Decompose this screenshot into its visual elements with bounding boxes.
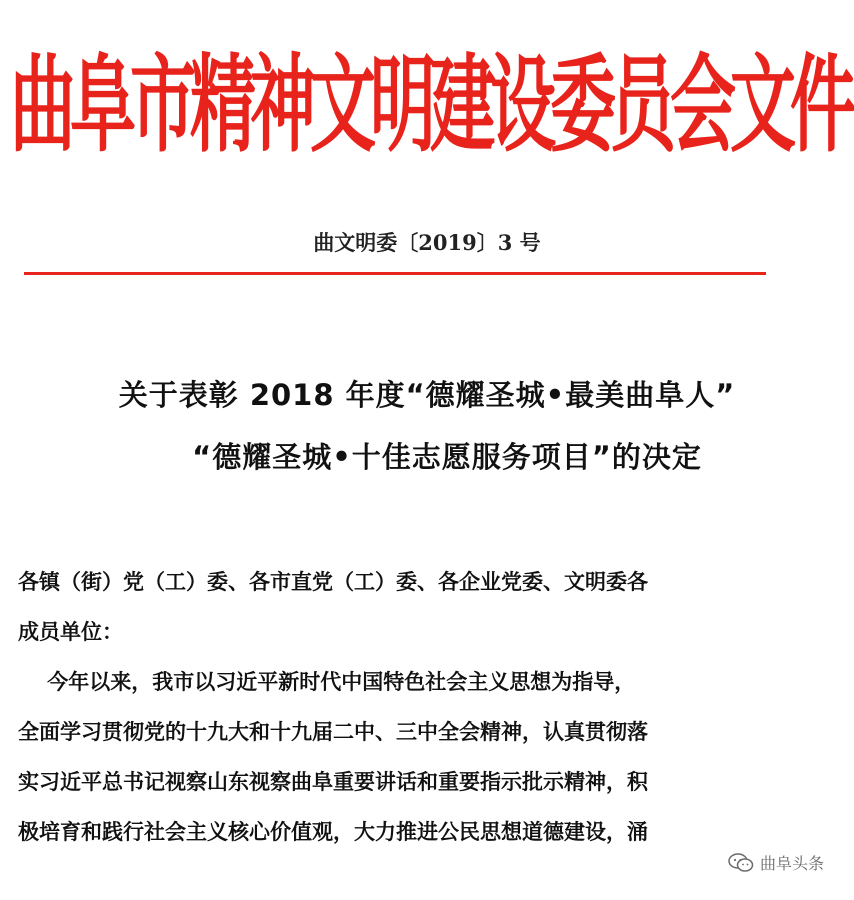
- document-title-line-2: “德耀圣城•十佳志愿服务项目”的决定: [192, 440, 702, 474]
- red-divider: [24, 272, 766, 275]
- body-line-3: 今年以来，我市以习近平新时代中国特色社会主义思想为指导，: [18, 670, 636, 694]
- wechat-icon: [728, 853, 754, 873]
- body-line-4: 全面学习贯彻党的十九大和十九届二中、三中全会精神，认真贯彻落: [18, 720, 648, 744]
- body-line-5: 实习近平总书记视察山东视察曲阜重要讲话和重要指示批示精神，积: [18, 770, 648, 794]
- document-number: 曲文明委〔2019〕3 号: [313, 230, 541, 255]
- body-line-2: 成员单位：: [18, 620, 123, 644]
- document-title-line-1: 关于表彰 2018 年度“德耀圣城•最美曲阜人”: [118, 378, 736, 412]
- source-watermark: [728, 851, 824, 874]
- body-line-1: 各镇（街）党（工）委、各市直党（工）委、各企业党委、文明委各: [18, 570, 648, 594]
- letterhead-title: 曲阜市精神文明建设委员会文件: [10, 41, 850, 167]
- watermark-label: 曲阜头条: [759, 854, 824, 873]
- body-line-6: 极培育和践行社会主义核心价值观，大力推进公民思想道德建设，涌: [18, 820, 648, 844]
